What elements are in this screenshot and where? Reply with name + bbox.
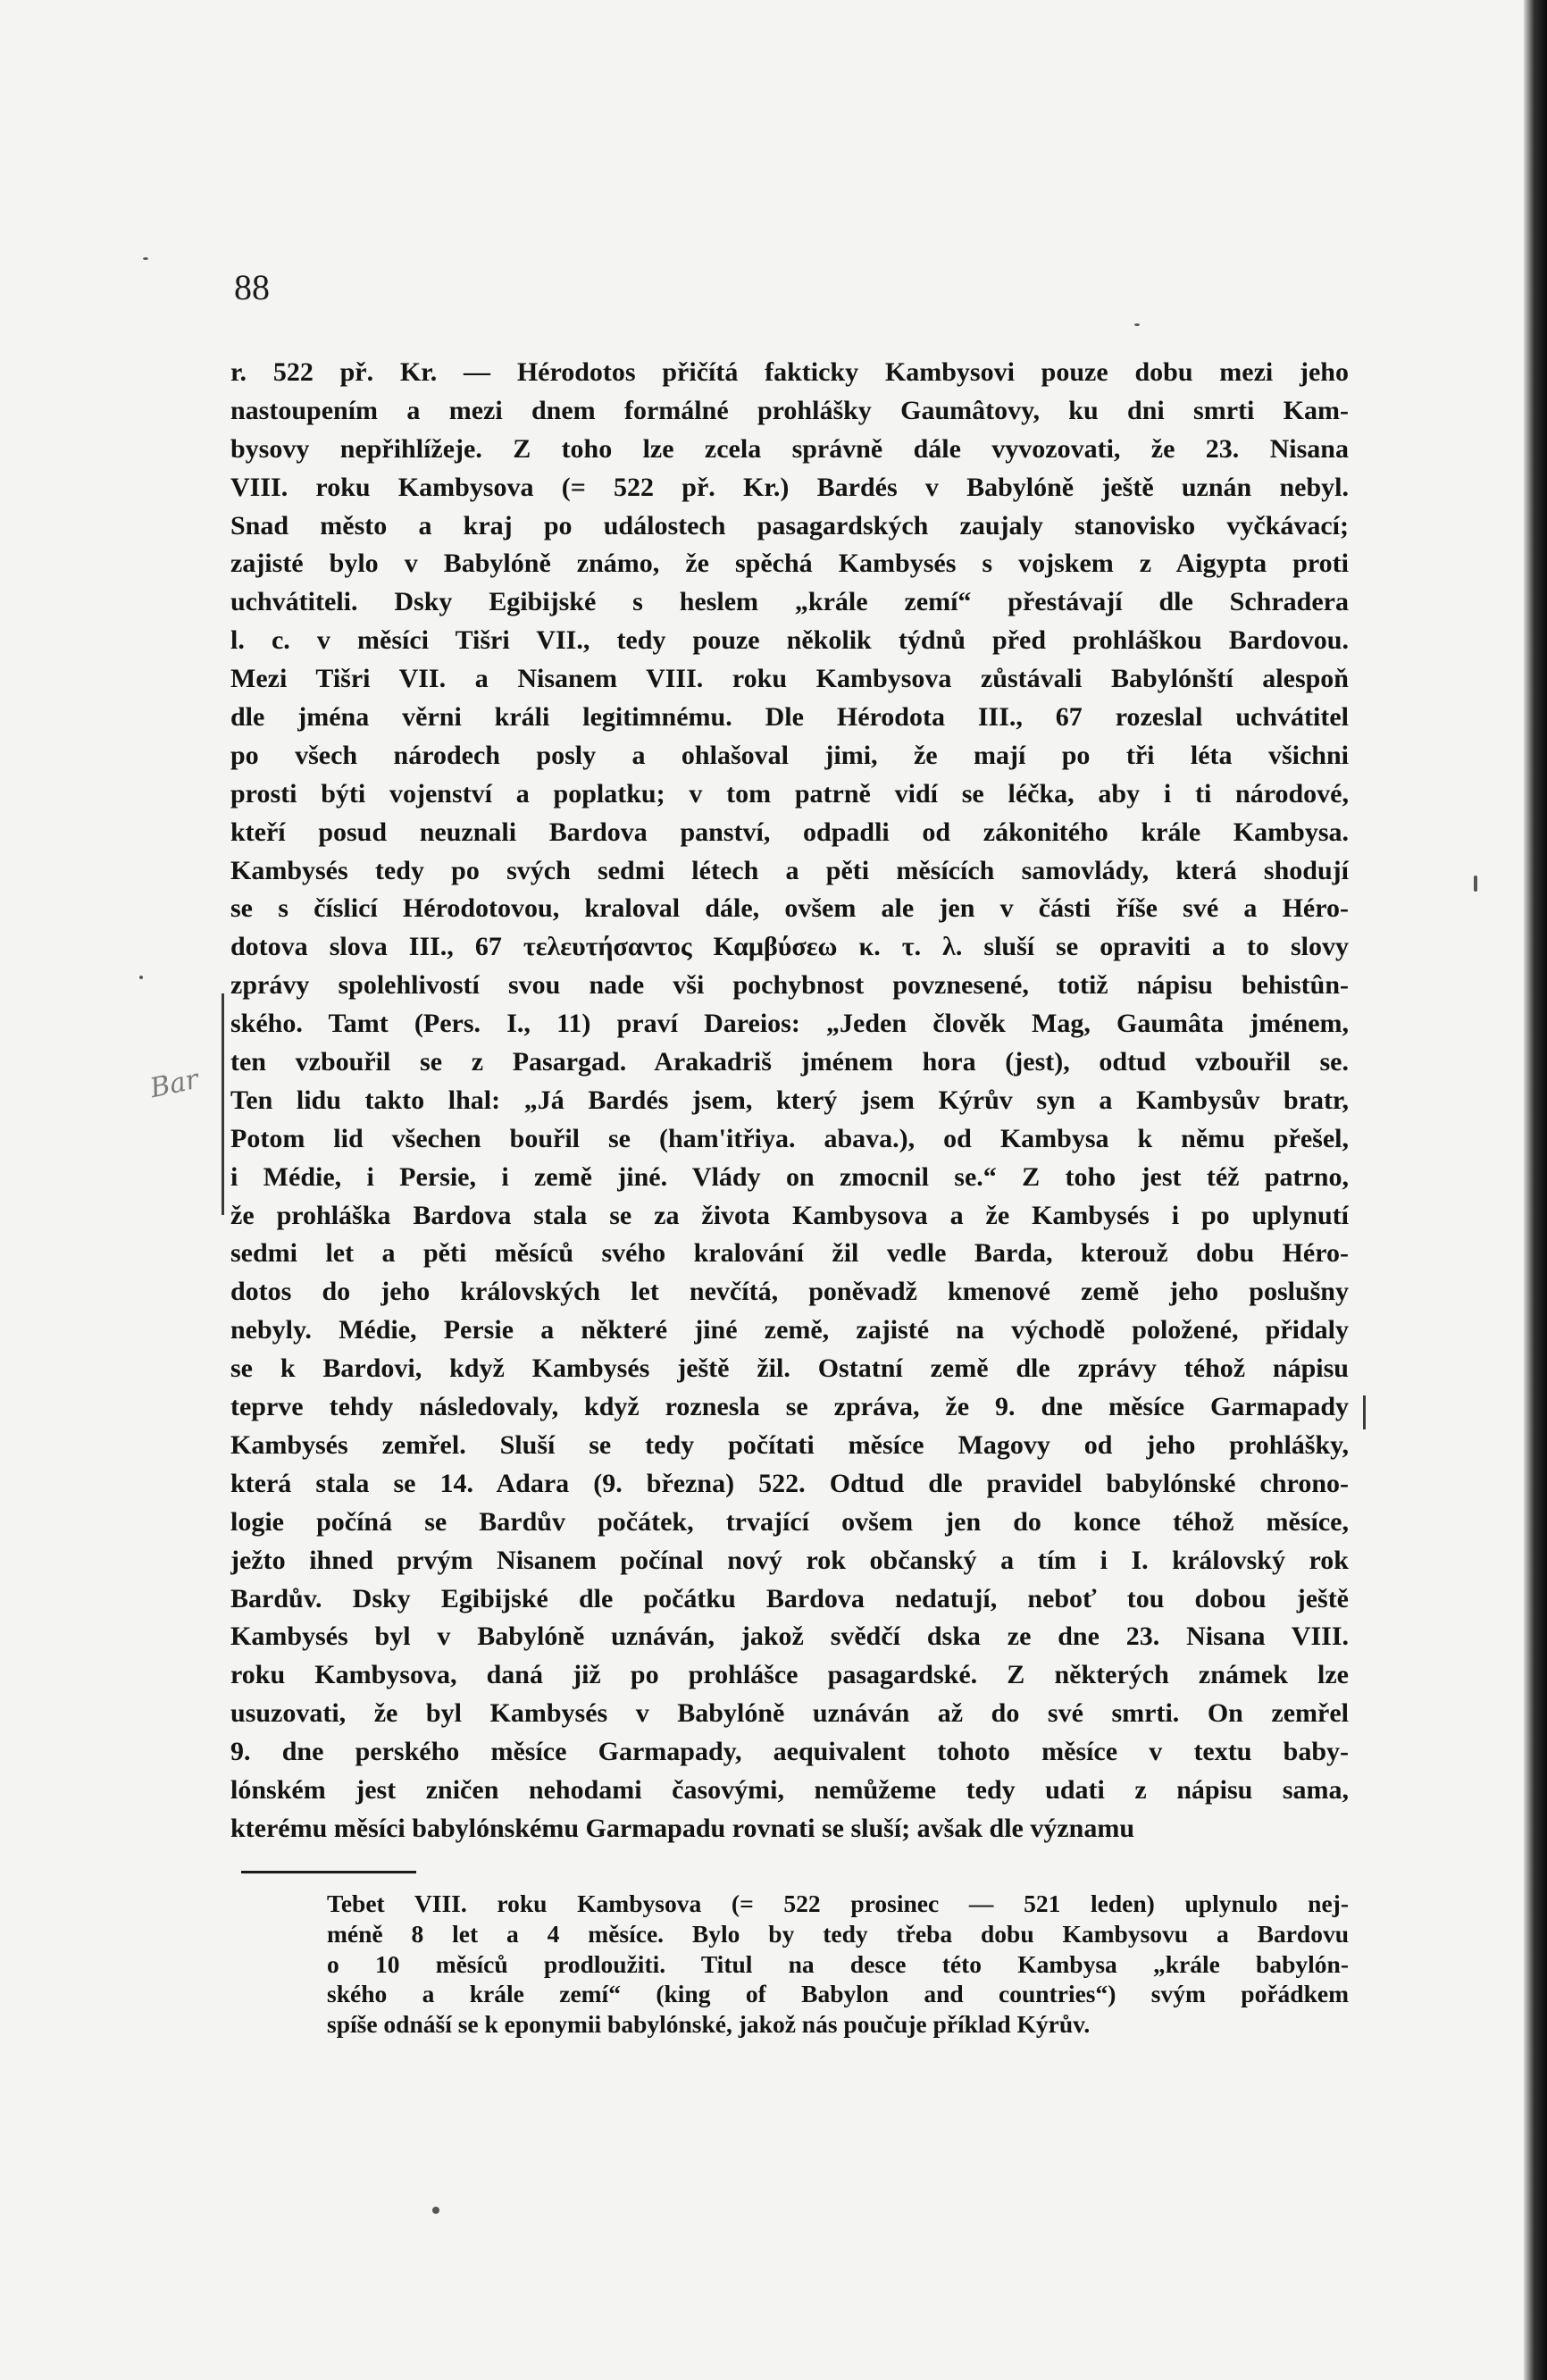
text-line: Ten lidu takto lhal: „Já Bardés jsem, který jsem Kýrův syn a Kambysův bratr, (230, 1085, 1349, 1115)
text-line: dotos do jeho královských let nevčítá, poněvadž kmenové země jeho poslušny (230, 1277, 1349, 1307)
handwritten-margin-note: Bar (146, 1063, 202, 1105)
text-line: Kambysés tedy po svých sedmi létech a pěti měsících samovlády, která shodují (230, 855, 1349, 885)
text-line: sedmi let a pěti měsíců svého kralování žil vedle Barda, kterouž dobu Héro- (230, 1238, 1349, 1269)
margin-bracket-mark-right (1363, 1395, 1366, 1429)
text-line: po všech národech posly a ohlašoval jimi, že mají po tři léta všichni (230, 740, 1349, 770)
text-line: i Médie, i Persie, i země jiné. Vlády on zmocnil se.“ Z toho jest též patrno, (230, 1161, 1349, 1192)
text-line: Bardův. Dsky Egibijské dle počátku Bardova nedatují, neboť tou dobou ještě (230, 1583, 1349, 1613)
scan-speck (143, 257, 148, 260)
text-line: dotova slova III., 67 τελευτήσαντος Καμβύσεω κ. τ. λ. sluší se opraviti a to slovy (230, 932, 1349, 962)
body-text (230, 354, 1349, 1848)
text-line: 9. dne perského měsíce Garmapady, aequivalent tohoto měsíce v textu baby- (230, 1737, 1349, 1767)
text-line: kterému měsíci babylónskému Garmapadu rovnati se sluší; avšak dle významu (230, 1813, 1135, 1843)
text-line: bysovy nepřihlížeje. Z toho lze zcela správně dále vyvozovati, že 23. Nisana (230, 433, 1349, 464)
text-line: se s číslicí Hérodotovou, kraloval dále, ovšem ale jen v části říše své a Héro- (230, 893, 1349, 924)
scan-speck (432, 2207, 439, 2214)
margin-bracket-mark (222, 993, 224, 1215)
footnote-line: Tebet VIII. roku Kambysova (= 522 prosinec — 521 leden) uplynulo nej- (327, 1890, 1349, 1917)
text-line: lónském jest zničen nehodami časovými, nemůžeme tedy udati z nápisu sama, (230, 1774, 1349, 1805)
scan-speck (1474, 876, 1477, 892)
text-line: zprávy spolehlivostí svou nade vši pochybnost povznesené, totiž nápisu behistûn- (230, 970, 1349, 1001)
text-line: kteří posud neuznali Bardova panství, odpadli od zákonitého krále Kambysa. (230, 817, 1349, 847)
text-line: l. c. v měsíci Tišri VII., tedy pouze několik týdnů před prohláškou Bardovou. (230, 625, 1349, 656)
footnote (327, 1889, 1349, 2040)
text-line: ského. Tamt (Pers. I., 11) praví Dareios: „Jeden člověk Mag, Gaumâta jménem, (230, 1009, 1349, 1039)
text-line: logie počíná se Bardův počátek, trvající ovšem jen do konce téhož měsíce, (230, 1506, 1349, 1537)
text-line: ježto ihned prvým Nisanem počínal nový rok občanský a tím i I. královský rok (230, 1545, 1349, 1575)
text-line: která stala se 14. Adara (9. března) 522. Odtud dle pravidel babylónské chrono- (230, 1468, 1349, 1498)
page-edge-shadow (1524, 0, 1547, 2380)
text-line: Kambysés byl v Babylóně uznáván, jakož svědčí dska ze dne 23. Nisana VIII. (230, 1622, 1349, 1652)
text-line: nebyly. Médie, Persie a některé jiné země, zajisté na východě položené, přidaly (230, 1315, 1349, 1345)
text-line: teprve tehdy následovaly, když roznesla se zpráva, že 9. dne měsíce Garmapady (230, 1392, 1349, 1422)
text-line: Snad město a kraj po událostech pasagardských zaujaly stanovisko vyčkávací; (230, 510, 1349, 541)
text-line: Kambysés zemřel. Sluší se tedy počítati měsíce Magovy od jeho prohlášky, (230, 1429, 1349, 1460)
page-number: 88 (234, 267, 270, 307)
footnote-line: ského a krále zemí“ (king of Babylon and countries“) svým pořádkem (327, 1980, 1349, 2008)
footnote-line: o 10 měsíců prodloužiti. Titul na desce této Kambysa „krále babylón- (327, 1949, 1349, 1978)
text-line: VIII. roku Kambysova (= 522 př. Kr.) Bardés v Babylóně ještě uznán nebyl. (230, 472, 1349, 502)
footnote-line: spíše odnáší se k eponymii babylónské, jakož nás poučuje příklad Kýrův. (327, 2010, 1091, 2039)
text-line: Mezi Tišri VII. a Nisanem VIII. roku Kambysova zůstávali Babylónští alespoň (230, 664, 1349, 694)
text-line: nastoupením a mezi dnem formálné prohlášky Gaumâtovy, ku dni smrti Kam- (230, 395, 1349, 425)
text-line: usuzovati, že byl Kambysés v Babylóně uznáván až do své smrti. On zemřel (230, 1698, 1349, 1729)
footnote-line: méně 8 let a 4 měsíce. Bylo by tedy třeba dobu Kambysovu a Bardovu (327, 1919, 1349, 1948)
text-line: zajisté bylo v Babylóně známo, že spěchá Kambysés s vojskem z Aigypta proti (230, 549, 1349, 579)
text-line: r. 522 př. Kr. — Hérodotos přičítá fakticky Kambysovi pouze dobu mezi jeho (230, 357, 1349, 387)
text-line: ten vzbouřil se z Pasargad. Arakadriš jménem hora (jest), odtud vzbouřil se. (230, 1047, 1349, 1077)
text-line: prosti býti vojenství a poplatku; v tom patrně vidí se léčka, aby i ti národové, (230, 778, 1349, 809)
footnote-separator (241, 1871, 416, 1873)
scan-speck (1134, 323, 1140, 326)
text-line: dle jména věrni králi legitimnému. Dle Hérodota III., 67 rozeslal uchvátitel (230, 702, 1349, 733)
text-line: se k Bardovi, když Kambysés ještě žil. Ostatní země dle zprávy téhož nápisu (230, 1353, 1349, 1384)
text-line: že prohláška Bardova stala se za života Kambysova a že Kambysés i po uplynutí (230, 1200, 1349, 1230)
scan-speck (139, 976, 143, 979)
text-line: Potom lid všechen bouřil se (ham'itřiya. abava.), od Kambysa k němu přešel, (230, 1123, 1349, 1153)
text-line: uchvátiteli. Dsky Egibijské s heslem „krále zemí“ přestávají dle Schradera (230, 587, 1349, 617)
text-line: roku Kambysova, daná již po prohlášce pasagardské. Z některých známek lze (230, 1660, 1349, 1690)
